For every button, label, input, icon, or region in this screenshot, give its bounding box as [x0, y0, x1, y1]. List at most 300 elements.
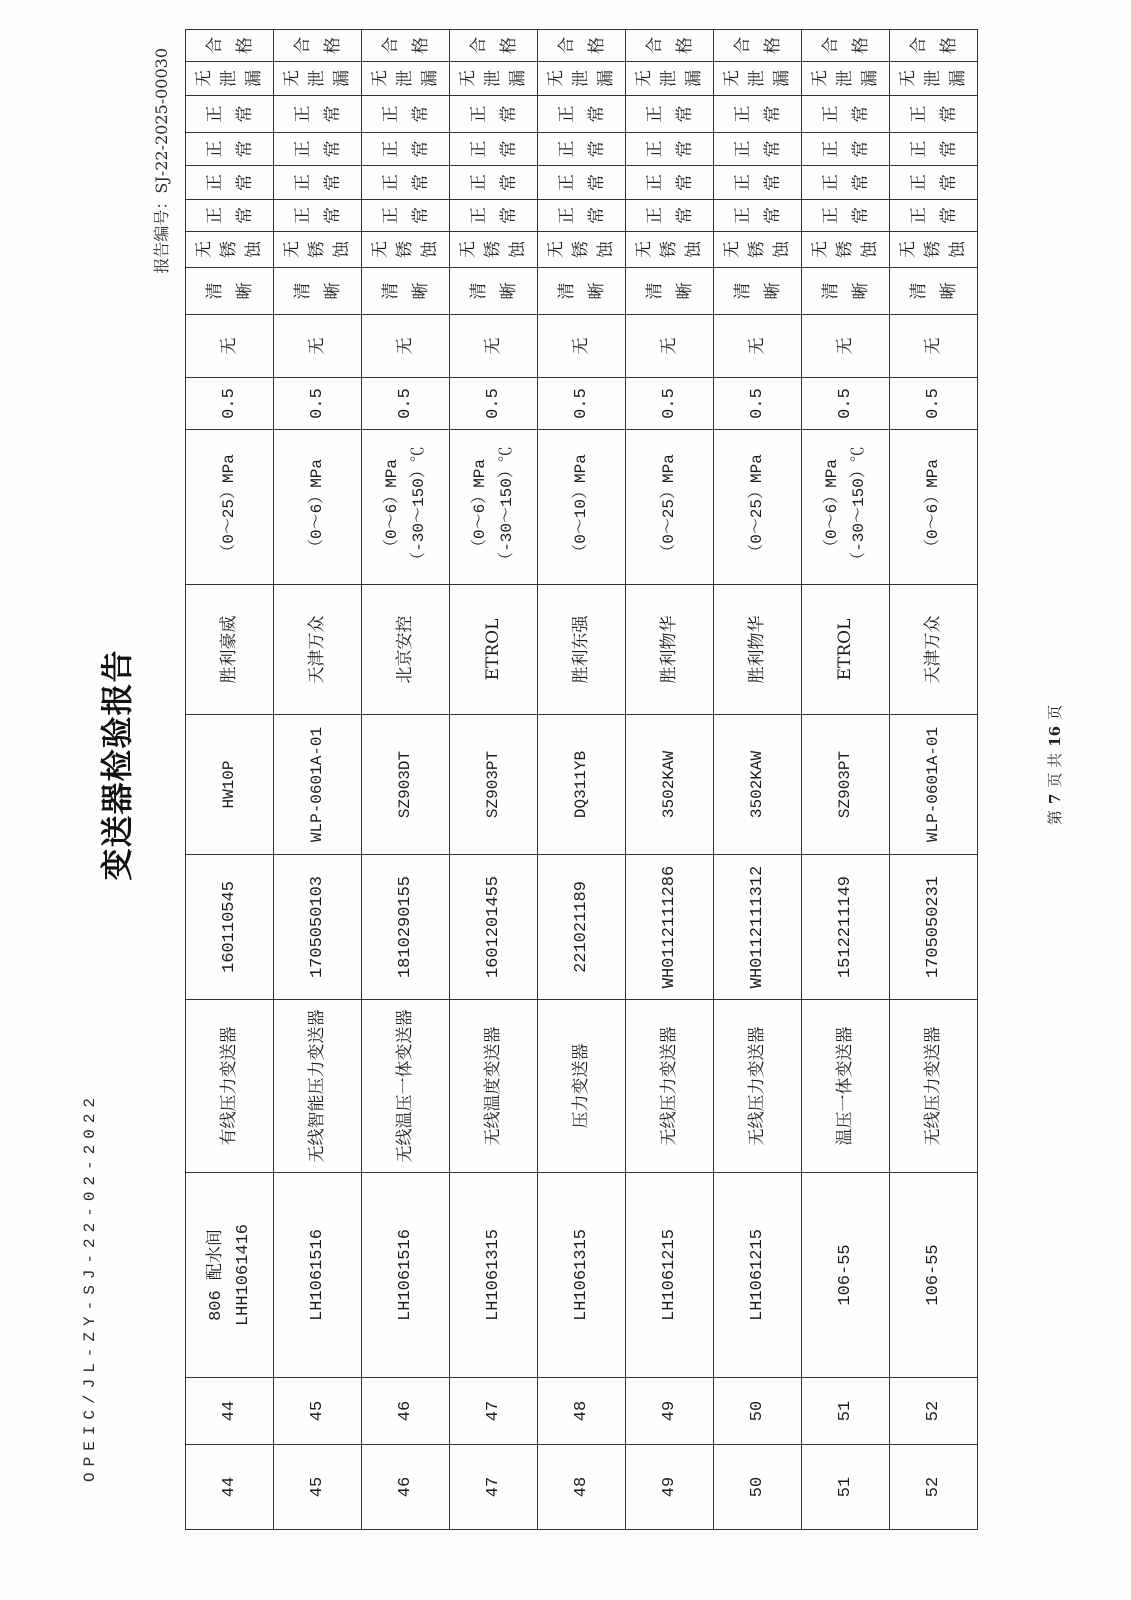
check-b-value: 正常: [292, 174, 343, 191]
measuring-range-value: （0～25）MPa: [748, 454, 766, 560]
device-name-value: 无线压力变送器: [659, 1026, 679, 1146]
check-b-value: 正常: [380, 174, 431, 191]
nameplate-check-cell: [450, 268, 538, 315]
check-c-cell: [186, 133, 274, 166]
serial-number-value: 221021189: [572, 881, 591, 973]
check-a-cell: [626, 200, 714, 232]
location-value: LH1061315: [484, 1229, 503, 1321]
nameplate-check-value: 清晰: [204, 282, 255, 300]
row-number-value: 45: [308, 1476, 327, 1498]
page-footer: [1045, 665, 1065, 865]
manufacturer-cell: [890, 585, 978, 715]
serial-number-cell: [714, 855, 802, 1000]
location-cell: [538, 1173, 626, 1378]
check-c-value: 正常: [468, 140, 519, 158]
measuring-range-cell: [538, 430, 626, 585]
row-number-value: 47: [484, 1476, 503, 1498]
measuring-range-value: （0～6）MPa: [308, 459, 326, 556]
corrosion-check-value: 无锈蚀: [809, 241, 880, 258]
device-name-value: 压力变送器: [571, 1043, 591, 1129]
location-value: 106-55: [924, 1244, 943, 1306]
measuring-range-cell: [626, 430, 714, 585]
accuracy-cell: [362, 378, 450, 430]
measuring-range-value: （0～6）MPa （-30～150）℃: [382, 446, 428, 568]
accuracy-value: 0.5: [308, 388, 327, 419]
table-row: [626, 30, 714, 1530]
form-code: OPEIC/JL-ZY-SJ-22-02-2022: [81, 1091, 99, 1482]
conclusion-value: 合格: [732, 37, 783, 54]
accuracy-value: 0.5: [396, 388, 415, 419]
device-name-cell: [626, 1000, 714, 1173]
corrosion-check-value: 无锈蚀: [897, 241, 968, 258]
leakage-check-value: 无泄漏: [545, 70, 616, 87]
device-number-cell: [802, 1378, 890, 1445]
manufacturer-cell: [186, 585, 274, 715]
check-d-cell: [450, 96, 538, 133]
check-c-value: 正常: [644, 140, 695, 158]
row-number-cell: [186, 1445, 274, 1530]
device-name-cell: [186, 1000, 274, 1173]
location-value: LH1061215: [748, 1229, 767, 1321]
nameplate-check-cell: [538, 268, 626, 315]
serial-number-value: 160110545: [220, 881, 239, 973]
measuring-range-cell: [186, 430, 274, 585]
model-cell: [186, 715, 274, 855]
check-a-value: 正常: [292, 207, 343, 224]
leakage-check-cell: [186, 62, 274, 96]
measuring-range-cell: [450, 430, 538, 585]
current-page-number: 7: [1046, 793, 1064, 805]
device-name-value: 无线压力变送器: [747, 1026, 767, 1146]
accuracy-value: 0.5: [220, 388, 239, 419]
conclusion-value: 合格: [380, 37, 431, 54]
check-d-value: 正常: [468, 105, 519, 123]
corrosion-check-value: 无锈蚀: [369, 241, 440, 258]
row-number-cell: [802, 1445, 890, 1530]
check-b-cell: [362, 166, 450, 200]
nameplate-check-cell: [274, 268, 362, 315]
check-a-cell: [802, 200, 890, 232]
model-cell: [274, 715, 362, 855]
check-b-cell: [186, 166, 274, 200]
corrosion-check-value: 无锈蚀: [633, 241, 704, 258]
accuracy-cell: [626, 378, 714, 430]
inspection-table: [185, 29, 978, 1530]
device-number-cell: [362, 1378, 450, 1445]
corrosion-check-value: 无锈蚀: [193, 241, 264, 258]
table-row: [450, 30, 538, 1530]
row-number-value: 44: [220, 1476, 239, 1498]
check-a-cell: [890, 200, 978, 232]
model-value: DQ311YB: [572, 750, 590, 819]
footer-middle: 页 共: [1046, 752, 1064, 788]
conclusion-value: 合格: [292, 37, 343, 54]
device-number-cell: [538, 1378, 626, 1445]
conclusion-cell: [362, 30, 450, 62]
damage-check-cell: [450, 315, 538, 378]
accuracy-cell: [538, 378, 626, 430]
manufacturer-cell: [274, 585, 362, 715]
check-c-value: 正常: [820, 140, 871, 158]
check-d-cell: [802, 96, 890, 133]
check-b-cell: [890, 166, 978, 200]
damage-check-value: 无: [923, 337, 943, 355]
nameplate-check-value: 清晰: [732, 282, 783, 300]
check-c-value: 正常: [556, 140, 607, 158]
check-a-value: 正常: [908, 207, 959, 224]
location-cell: [362, 1173, 450, 1378]
total-pages-number: 16: [1046, 725, 1064, 747]
table-row: [274, 30, 362, 1530]
location-cell: [890, 1173, 978, 1378]
accuracy-cell: [714, 378, 802, 430]
nameplate-check-cell: [186, 268, 274, 315]
corrosion-check-cell: [538, 232, 626, 268]
model-cell: [450, 715, 538, 855]
manufacturer-cell: [538, 585, 626, 715]
check-a-value: 正常: [644, 207, 695, 224]
leakage-check-cell: [362, 62, 450, 96]
check-c-value: 正常: [732, 140, 783, 158]
check-a-value: 正常: [204, 207, 255, 224]
check-d-value: 正常: [820, 105, 871, 123]
row-number-cell: [626, 1445, 714, 1530]
measuring-range-value: （0～6）MPa （-30～150）℃: [822, 446, 868, 568]
model-value: 3502KAW: [660, 750, 678, 819]
leakage-check-cell: [890, 62, 978, 96]
location-value: LH1061516: [396, 1229, 415, 1321]
location-cell: [274, 1173, 362, 1378]
device-name-cell: [450, 1000, 538, 1173]
check-b-value: 正常: [468, 174, 519, 191]
row-number-value: 52: [924, 1476, 943, 1498]
check-d-cell: [274, 96, 362, 133]
serial-number-cell: [362, 855, 450, 1000]
table-row: [890, 30, 978, 1530]
serial-number-cell: [450, 855, 538, 1000]
check-c-cell: [890, 133, 978, 166]
manufacturer-value: 天津万众: [923, 615, 943, 684]
device-name-cell: [274, 1000, 362, 1173]
check-d-value: 正常: [732, 105, 783, 123]
measuring-range-value: （0～10）MPa: [572, 454, 590, 560]
check-a-value: 正常: [380, 207, 431, 224]
corrosion-check-cell: [274, 232, 362, 268]
damage-check-cell: [802, 315, 890, 378]
row-number-cell: [890, 1445, 978, 1530]
conclusion-cell: [538, 30, 626, 62]
footer-prefix: 第: [1046, 810, 1064, 826]
device-name-value: 温压一体变送器: [835, 1026, 855, 1146]
model-cell: [714, 715, 802, 855]
device-number-cell: [186, 1378, 274, 1445]
device-number-cell: [450, 1378, 538, 1445]
check-d-value: 正常: [556, 105, 607, 123]
device-number-cell: [714, 1378, 802, 1445]
corrosion-check-value: 无锈蚀: [721, 241, 792, 258]
check-c-cell: [802, 133, 890, 166]
table-row: [186, 30, 274, 1530]
row-number-cell: [450, 1445, 538, 1530]
check-b-cell: [714, 166, 802, 200]
check-c-value: 正常: [908, 140, 959, 158]
row-number-value: 46: [396, 1476, 415, 1498]
manufacturer-value: 胜利豪威: [219, 615, 239, 684]
model-value: SZ903PT: [484, 750, 502, 819]
manufacturer-value: 天津万众: [307, 615, 327, 684]
nameplate-check-cell: [714, 268, 802, 315]
conclusion-value: 合格: [468, 37, 519, 54]
serial-number-cell: [626, 855, 714, 1000]
report-number: 报告编号：SJ-22-2025-00030: [152, 48, 171, 274]
device-name-cell: [714, 1000, 802, 1173]
check-a-value: 正常: [732, 207, 783, 224]
nameplate-check-value: 清晰: [820, 282, 871, 300]
device-number-cell: [626, 1378, 714, 1445]
manufacturer-cell: [626, 585, 714, 715]
accuracy-cell: [802, 378, 890, 430]
corrosion-check-cell: [626, 232, 714, 268]
serial-number-cell: [274, 855, 362, 1000]
measuring-range-cell: [362, 430, 450, 585]
device-name-value: 无线智能压力变送器: [307, 1009, 327, 1163]
serial-number-value: WH0112111312: [748, 865, 767, 989]
model-cell: [890, 715, 978, 855]
leakage-check-cell: [450, 62, 538, 96]
check-d-value: 正常: [644, 105, 695, 123]
manufacturer-cell: [450, 585, 538, 715]
row-number-cell: [362, 1445, 450, 1530]
location-value: LH1061215: [660, 1229, 679, 1321]
leakage-check-cell: [802, 62, 890, 96]
conclusion-cell: [626, 30, 714, 62]
check-d-value: 正常: [292, 105, 343, 123]
leakage-check-value: 无泄漏: [369, 70, 440, 87]
serial-number-cell: [802, 855, 890, 1000]
check-c-value: 正常: [380, 140, 431, 158]
accuracy-cell: [274, 378, 362, 430]
device-name-cell: [802, 1000, 890, 1173]
model-value: HW10P: [220, 760, 238, 809]
row-number-cell: [538, 1445, 626, 1530]
accuracy-value: 0.5: [748, 388, 767, 419]
check-d-cell: [538, 96, 626, 133]
conclusion-value: 合格: [204, 37, 255, 54]
corrosion-check-cell: [802, 232, 890, 268]
damage-check-value: 无: [395, 337, 415, 355]
accuracy-value: 0.5: [484, 388, 503, 419]
table-row: [362, 30, 450, 1530]
damage-check-cell: [890, 315, 978, 378]
check-d-value: 正常: [380, 105, 431, 123]
device-name-cell: [538, 1000, 626, 1173]
inspection-table-body: [186, 30, 978, 1530]
check-b-cell: [538, 166, 626, 200]
model-cell: [802, 715, 890, 855]
location-value: LH1061516: [308, 1229, 327, 1321]
check-a-cell: [538, 200, 626, 232]
location-cell: [186, 1173, 274, 1378]
manufacturer-value: 胜利物华: [747, 615, 767, 684]
measuring-range-value: （0～6）MPa: [924, 459, 942, 556]
device-number-value: 44: [220, 1400, 239, 1422]
check-b-cell: [626, 166, 714, 200]
leakage-check-cell: [626, 62, 714, 96]
conclusion-value: 合格: [820, 37, 871, 54]
check-d-value: 正常: [908, 105, 959, 123]
device-name-value: 无线温压一体变送器: [395, 1009, 415, 1163]
check-a-value: 正常: [556, 207, 607, 224]
corrosion-check-cell: [186, 232, 274, 268]
location-cell: [626, 1173, 714, 1378]
accuracy-value: 0.5: [836, 388, 855, 419]
accuracy-cell: [186, 378, 274, 430]
damage-check-value: 无: [659, 337, 679, 355]
damage-check-cell: [186, 315, 274, 378]
check-a-value: 正常: [820, 207, 871, 224]
conclusion-value: 合格: [908, 37, 959, 54]
check-a-value: 正常: [468, 207, 519, 224]
damage-check-cell: [274, 315, 362, 378]
check-d-cell: [362, 96, 450, 133]
damage-check-value: 无: [835, 337, 855, 355]
accuracy-value: 0.5: [572, 388, 591, 419]
check-b-cell: [802, 166, 890, 200]
corrosion-check-value: 无锈蚀: [545, 241, 616, 258]
model-value: SZ903DT: [396, 750, 414, 819]
corrosion-check-cell: [362, 232, 450, 268]
manufacturer-cell: [802, 585, 890, 715]
damage-check-cell: [626, 315, 714, 378]
nameplate-check-cell: [802, 268, 890, 315]
check-b-value: 正常: [556, 174, 607, 191]
nameplate-check-value: 清晰: [380, 282, 431, 300]
nameplate-check-value: 清晰: [468, 282, 519, 300]
measuring-range-cell: [890, 430, 978, 585]
device-name-value: 有线压力变送器: [219, 1026, 239, 1146]
check-c-cell: [714, 133, 802, 166]
nameplate-check-value: 清晰: [556, 282, 607, 300]
nameplate-check-value: 清晰: [292, 282, 343, 300]
manufacturer-value: 北京安控: [395, 615, 415, 684]
check-d-cell: [626, 96, 714, 133]
serial-number-cell: [890, 855, 978, 1000]
device-number-cell: [890, 1378, 978, 1445]
leakage-check-cell: [274, 62, 362, 96]
check-a-cell: [362, 200, 450, 232]
measuring-range-value: （0～25）MPa: [660, 454, 678, 560]
leakage-check-value: 无泄漏: [633, 70, 704, 87]
device-number-cell: [274, 1378, 362, 1445]
check-c-value: 正常: [204, 140, 255, 158]
check-a-cell: [274, 200, 362, 232]
leakage-check-value: 无泄漏: [809, 70, 880, 87]
corrosion-check-value: 无锈蚀: [457, 241, 528, 258]
check-c-cell: [362, 133, 450, 166]
location-value: LH1061315: [572, 1229, 591, 1321]
damage-check-value: 无: [483, 337, 503, 355]
footer-suffix: 页: [1046, 704, 1064, 720]
leakage-check-cell: [538, 62, 626, 96]
row-number-cell: [274, 1445, 362, 1530]
corrosion-check-cell: [450, 232, 538, 268]
serial-number-value: WH0112111286: [660, 865, 679, 989]
serial-number-value: 1810290155: [396, 875, 415, 979]
check-d-cell: [714, 96, 802, 133]
measuring-range-cell: [714, 430, 802, 585]
check-b-value: 正常: [204, 174, 255, 191]
model-value: WLP-0601A-01: [924, 726, 942, 843]
accuracy-value: 0.5: [660, 388, 679, 419]
row-number-value: 48: [572, 1476, 591, 1498]
model-cell: [626, 715, 714, 855]
measuring-range-cell: [274, 430, 362, 585]
row-number-value: 50: [748, 1476, 767, 1498]
measuring-range-cell: [802, 430, 890, 585]
serial-number-value: 1705050103: [308, 875, 327, 979]
manufacturer-cell: [362, 585, 450, 715]
manufacturer-value: ETROL: [835, 618, 855, 681]
manufacturer-value: ETROL: [483, 618, 503, 681]
table-row: [538, 30, 626, 1530]
device-name-cell: [362, 1000, 450, 1173]
device-number-value: 47: [484, 1400, 503, 1422]
row-number-value: 51: [836, 1476, 855, 1498]
damage-check-value: 无: [571, 337, 591, 355]
accuracy-value: 0.5: [924, 388, 943, 419]
check-b-value: 正常: [644, 174, 695, 191]
conclusion-value: 合格: [556, 37, 607, 54]
check-b-value: 正常: [820, 174, 871, 191]
model-cell: [362, 715, 450, 855]
serial-number-value: 1512211149: [836, 875, 855, 979]
model-value: WLP-0601A-01: [308, 726, 326, 843]
leakage-check-value: 无泄漏: [457, 70, 528, 87]
conclusion-cell: [802, 30, 890, 62]
conclusion-cell: [714, 30, 802, 62]
check-b-value: 正常: [732, 174, 783, 191]
check-d-value: 正常: [204, 105, 255, 123]
manufacturer-value: 胜利物华: [659, 615, 679, 684]
model-value: 3502KAW: [748, 750, 766, 819]
serial-number-cell: [538, 855, 626, 1000]
check-b-cell: [274, 166, 362, 200]
model-cell: [538, 715, 626, 855]
manufacturer-value: 胜利东强: [571, 615, 591, 684]
table-row: [714, 30, 802, 1530]
corrosion-check-cell: [890, 232, 978, 268]
device-name-value: 无线温度变送器: [483, 1026, 503, 1146]
leakage-check-value: 无泄漏: [897, 70, 968, 87]
nameplate-check-cell: [626, 268, 714, 315]
accuracy-cell: [450, 378, 538, 430]
device-number-value: 48: [572, 1400, 591, 1422]
check-c-cell: [450, 133, 538, 166]
leakage-check-value: 无泄漏: [721, 70, 792, 87]
conclusion-value: 合格: [644, 37, 695, 54]
damage-check-value: 无: [307, 337, 327, 355]
model-value: SZ903PT: [836, 750, 854, 819]
measuring-range-value: （0～6）MPa （-30～150）℃: [470, 446, 516, 568]
measuring-range-value: （0～25）MPa: [220, 454, 238, 560]
damage-check-cell: [538, 315, 626, 378]
leakage-check-value: 无泄漏: [193, 70, 264, 87]
location-value: 106-55: [836, 1244, 855, 1306]
check-c-value: 正常: [292, 140, 343, 158]
nameplate-check-value: 清晰: [644, 282, 695, 300]
report-title: 变送器检验报告: [98, 649, 136, 881]
location-cell: [714, 1173, 802, 1378]
